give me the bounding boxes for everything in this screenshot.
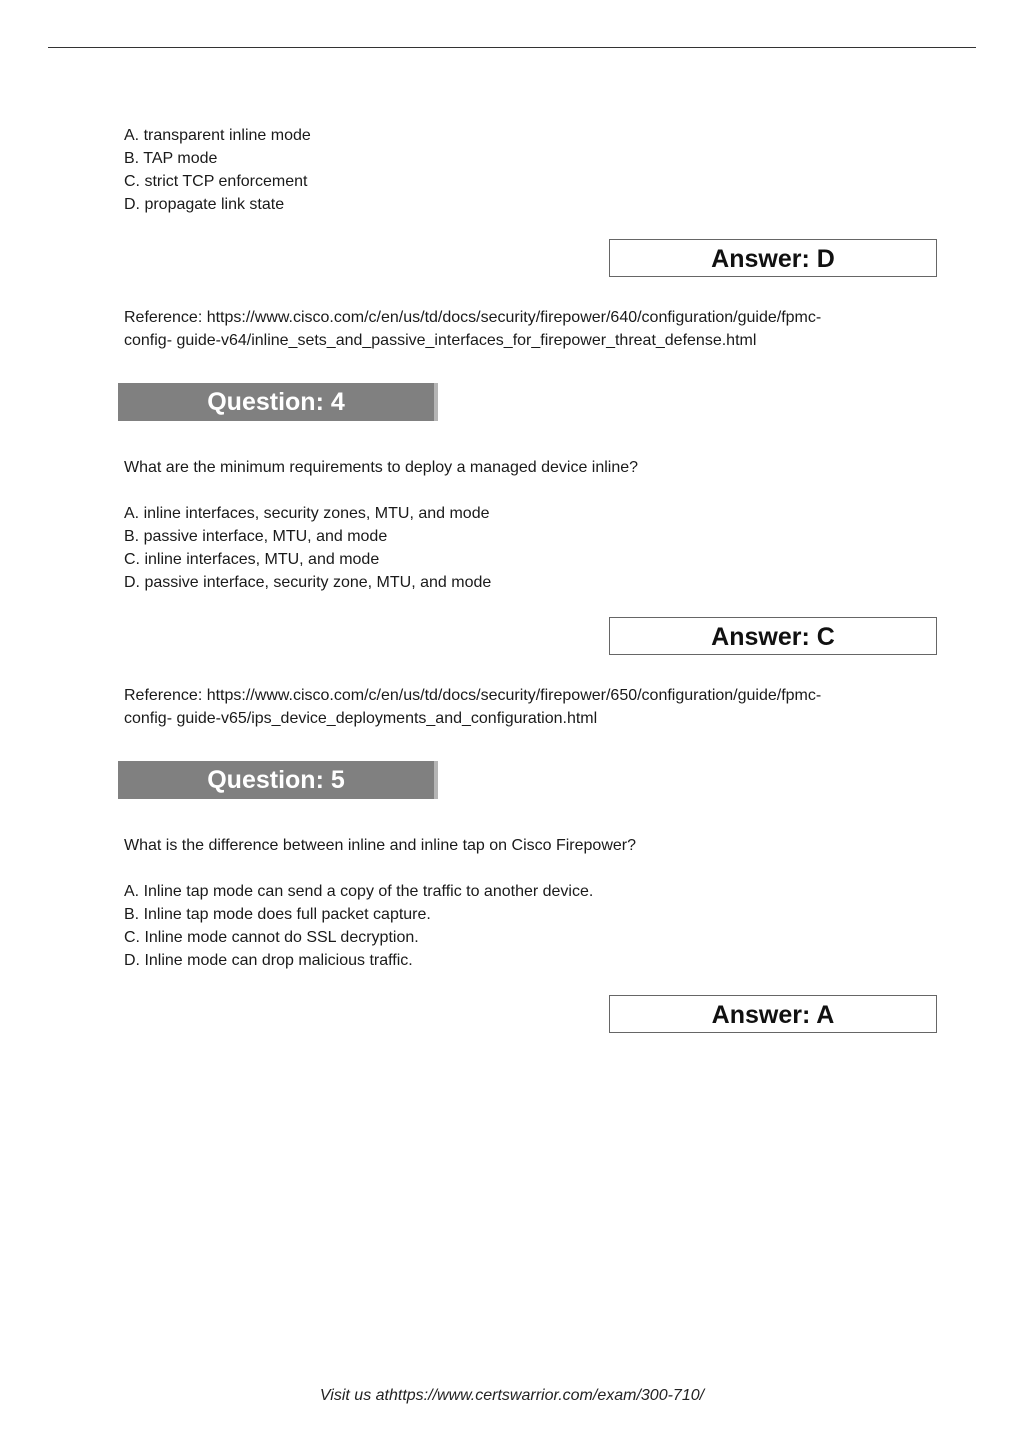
- q4-heading: Question: 4: [118, 383, 438, 421]
- q3-reference-line-1: Reference: https://www.cisco.com/c/en/us/td/docs/security/firepower/640/configuration/guide/fpmc-: [124, 309, 822, 326]
- q4-option-d: D. passive interface, security zone, MTU, and mode: [124, 574, 492, 591]
- q3-options: [124, 124, 934, 216]
- q5-question: What is the difference between inline and inline tap on Cisco Firepower?: [124, 837, 636, 854]
- q3-reference: [124, 306, 934, 352]
- q4-option-c: C. inline interfaces, MTU, and mode: [124, 551, 380, 568]
- footer-link[interactable]: Visit us athttps://www.certswarrior.com/exam/300-710/: [319, 1387, 705, 1404]
- q4-reference: [124, 684, 934, 730]
- q3-answer-row: [124, 239, 934, 279]
- q4-option-b: B. passive interface, MTU, and mode: [124, 528, 388, 545]
- q4-answer-box: Answer: C: [609, 617, 937, 655]
- q3-option-d: D. propagate link state: [124, 196, 285, 213]
- q4-option-a: A. inline interfaces, security zones, MTU, and mode: [124, 505, 490, 522]
- q4-reference-line-1: Reference: https://www.cisco.com/c/en/us/td/docs/security/firepower/650/configuration/guide/fpmc-: [124, 687, 822, 704]
- q5-options: [124, 880, 934, 972]
- q4-answer-row: [124, 617, 934, 657]
- q5-option-c: C. Inline mode cannot do SSL decryption.: [124, 929, 419, 946]
- q4-options: [124, 502, 934, 594]
- q4-reference-line-2: config- guide-v65/ips_device_deployments_and_configuration.html: [124, 710, 598, 727]
- q3-option-a: A. transparent inline mode: [124, 127, 311, 144]
- q3-reference-line-2: config- guide-v64/inline_sets_and_passive_interfaces_for_firepower_threat_defense.html: [124, 332, 757, 349]
- q5-answer-row: [124, 995, 934, 1035]
- q5-option-a: A. Inline tap mode can send a copy of the traffic to another device.: [124, 883, 594, 900]
- q3-option-c: C. strict TCP enforcement: [124, 173, 308, 190]
- q5-option-d: D. Inline mode can drop malicious traffic.: [124, 952, 413, 969]
- q5-answer-box: Answer: A: [609, 995, 937, 1033]
- page-content: [124, 124, 934, 1035]
- q3-answer-box: Answer: D: [609, 239, 937, 277]
- q3-option-b: B. TAP mode: [124, 150, 218, 167]
- q5-option-b: B. Inline tap mode does full packet capture.: [124, 906, 431, 923]
- header-rule: [48, 47, 976, 48]
- q4-question: What are the minimum requirements to deploy a managed device inline?: [124, 459, 639, 476]
- q5-heading: Question: 5: [118, 761, 438, 799]
